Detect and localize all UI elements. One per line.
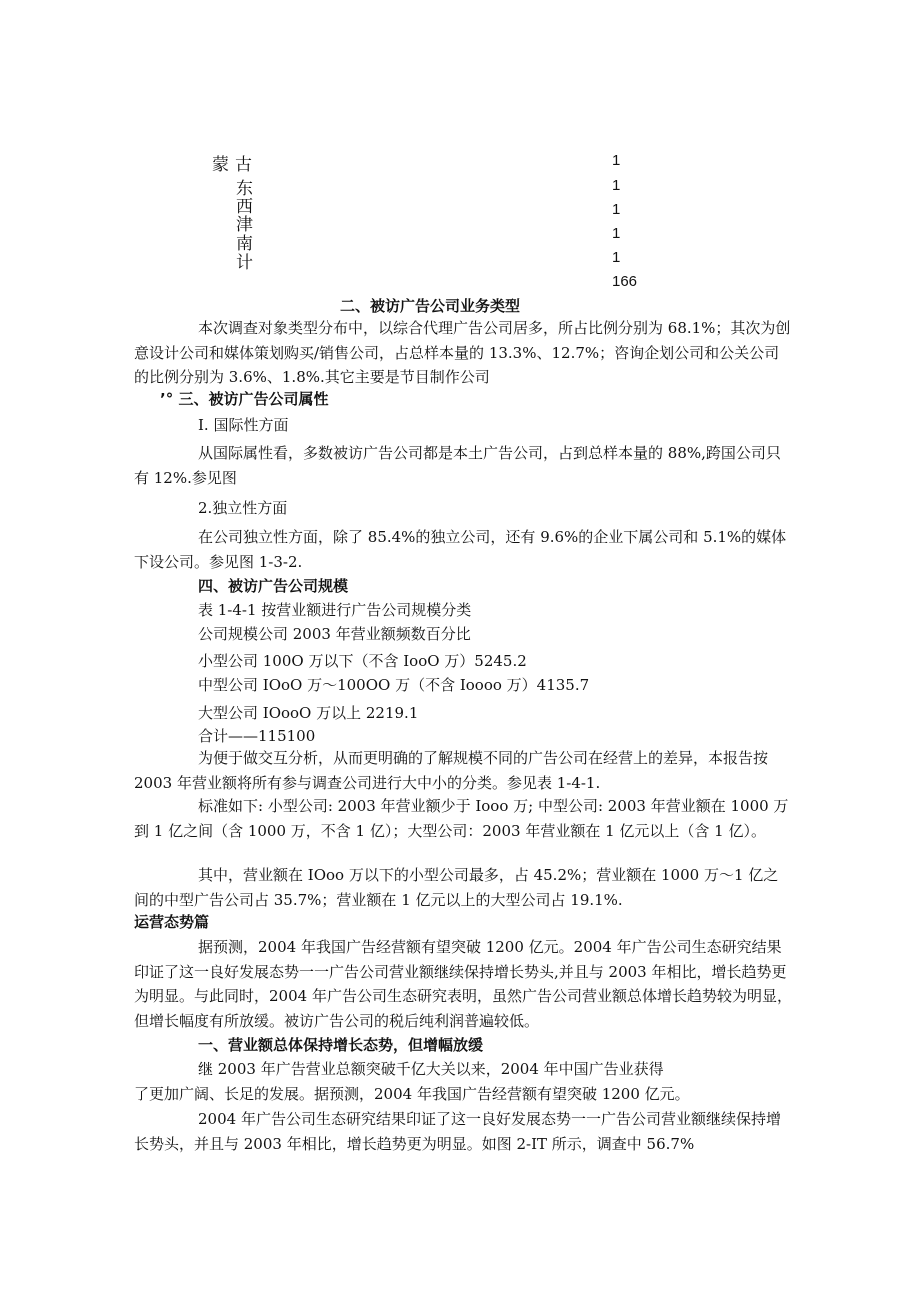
section4-heading: 四、被访广告公司规模 <box>198 577 349 595</box>
section3-prefix: ’° <box>160 390 174 408</box>
chapter-para1: 据预测，2004 年我国广告经营额有望突破 1200 亿元。2004 年广告公司生态研究结果印证了这一良好发展态势一一广告公司营业额继续保持增长势头,并且与 2003 年相比，增长趋势更为明显。与此同时，2004 年广告公司生态研究表明，虽然广告公司营业额总体增长趋势较为明显，但增长幅度有所放缓。被访广告公司的税后纯利润普遍较低。 <box>134 938 792 1030</box>
size-table-title: 表 1-4-1 按营业额进行广告公司规模分类 <box>198 601 472 619</box>
section4-para3: 其中，营业额在 IOoo 万以下的小型公司最多，占 45.2%；营业额在 1000 万～1 亿之间的中型广告公司占 35.7%；营业额在 1 亿元以上的大型公司占 19.1%. <box>134 866 779 909</box>
chapter-heading: 运营态势篇 <box>134 913 210 931</box>
section4-para1: 为便于做交互分析，从而更明确的了解规模不同的广告公司在经营上的差异，本报告按 2003 年营业额将所有参与调查公司进行大中小的分类。参见表 1-4-1. <box>134 749 769 792</box>
section2-body: 本次调查对象类型分布中，以综合代理广告公司居多，所占比例分别为 68.1%；其次为创意设计公司和媒体策划购买/销售公司，占总样本量的 13.3%、12.7%；咨询企划公司和公关公司的比例分别为 3.6%、1.8%.其它主要是节目制作公司 <box>134 319 791 386</box>
table-row-count: 1 <box>612 152 621 169</box>
section3-title: 三、被访广告公司属性 <box>178 390 329 408</box>
section3-sub1: I. 国际性方面 <box>198 416 289 434</box>
table-row-count: 1 <box>612 201 621 218</box>
size-table-row-small: 小型公司 100O 万以下（不含 IooO 万）5245.2 <box>198 652 527 670</box>
section3-heading <box>160 388 328 409</box>
table-row-label: 西 <box>236 197 253 217</box>
size-table-header: 公司规模公司 2003 年营业额频数百分比 <box>198 625 471 643</box>
table-row-label: 东 <box>236 179 253 199</box>
table-row-label: 津 <box>236 215 253 235</box>
table-row-label: 南 <box>236 234 253 254</box>
size-table-row-medium: 中型公司 IOoO 万～100OO 万（不含 Ioooo 万）4135.7 <box>198 676 590 694</box>
chapter-para3: 2004 年广告公司生态研究结果印证了这一良好发展态势一一广告公司营业额继续保持增长势头，并且与 2003 年相比，增长趋势更为明显。如图 2-IT 所示，调查中 56.7% <box>134 1110 781 1153</box>
table-row-count: 1 <box>612 177 621 194</box>
table-row-count: 1 <box>612 225 621 242</box>
section4-para2: 标准如下: 小型公司: 2003 年营业额少于 Iooo 万; 中型公司: 2003 年营业额在 1000 万到 1 亿之间（含 1000 万，不含 1 亿）；大型公司：2003 年营业额在 1 亿元以上（含 1 亿）。 <box>134 797 789 840</box>
section3-body2: 在公司独立性方面，除了 85.4%的独立公司，还有 9.6%的企业下属公司和 5.1%的媒体下设公司。参见图 1-3-2. <box>134 528 787 571</box>
size-table-row-large: 大型公司 IOooO 万以上 2219.1 <box>198 704 419 722</box>
table-row-count: 1 <box>612 249 621 266</box>
table-row-label: 蒙古 <box>212 155 258 175</box>
section3-body1: 从国际属性看，多数被访广告公司都是本土广告公司，占到总样本量的 88%,跨国公司只有 12%.参见图 <box>134 444 781 487</box>
chapter-para2-line2: 了更加广阔、长足的发展。据预测，2004 年我国广告经营额有望突破 1200 亿元。 <box>134 1085 690 1103</box>
table-row-label: 计 <box>236 253 253 273</box>
section2-heading: 二、被访广告公司业务类型 <box>340 297 521 315</box>
table-total: 166 <box>612 273 638 290</box>
chapter-para2-line1: 继 2003 年广告营业总额突破千亿大关以来，2004 年中国广告业获得 <box>198 1060 664 1078</box>
section3-sub2: 2.独立性方面 <box>198 499 288 517</box>
chapter-subheading: 一、营业额总体保持增长态势，但增幅放缓 <box>198 1036 484 1054</box>
size-table-row-total: 合计——115100 <box>198 727 316 745</box>
